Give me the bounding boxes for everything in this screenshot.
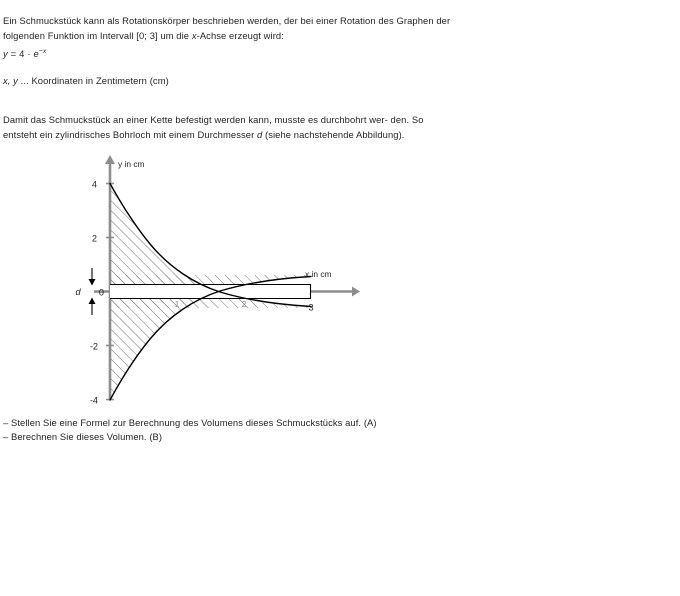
x-axis-arrowhead	[352, 287, 360, 297]
drill-line-1: Damit das Schmuckstück an einer Kette befestigt werden kann, musste es durchbohrt wer-	[3, 114, 388, 126]
y-tick-label-4: 4	[91, 179, 97, 190]
coordinates-note	[3, 75, 169, 86]
function-formula	[3, 48, 46, 59]
intro-line-2-prefix: Graphen der folgenden Funktion im Intervall [0; 3] um die	[3, 15, 451, 41]
drill-variable-d: d	[257, 128, 263, 140]
x-tick-label-1: 1	[174, 300, 180, 309]
drill-line-2-suffix: (siehe nachstehende	[262, 128, 354, 140]
coordinates-variables: x, y	[3, 75, 18, 86]
diameter-arrow-lower-head	[89, 298, 96, 305]
y-tick-label-minus-4: -4	[89, 395, 98, 406]
formula-lhs: y	[3, 48, 8, 59]
drill-line-2-prefix: den. So entsteht ein zylindrisches Bohrloch mit einem Durchmesser	[3, 114, 424, 140]
formula-equals: =	[7, 48, 20, 59]
y-tick-label-2: 2	[91, 233, 97, 244]
rotation-solid-figure	[60, 150, 360, 406]
bore-hole-fill	[110, 285, 311, 299]
intro-line-1: Ein Schmuckstück kann als Rotationskörper beschrieben werden, der bei einer Rotation des	[3, 15, 394, 27]
y-axis-arrowhead	[105, 155, 115, 164]
drill-line-3: Abbildung).	[356, 128, 405, 140]
diameter-label: d	[75, 287, 81, 297]
intro-paragraph	[3, 14, 455, 42]
x-axis-label: x in cm	[305, 269, 332, 279]
intro-variable-x: x	[191, 29, 197, 41]
formula-coefficient: 4	[19, 48, 25, 59]
drill-paragraph	[3, 113, 455, 141]
x-tick-label-3: 3	[308, 302, 314, 313]
task-list	[3, 416, 473, 444]
intro-line-2-suffix: -Achse erzeugt wird:	[196, 29, 284, 41]
y-axis-label: y in cm	[118, 159, 145, 169]
coordinates-description: ... Koordinaten in Zentimetern (cm)	[17, 75, 169, 86]
formula-base-e: e	[33, 48, 39, 59]
diameter-arrow-upper-head	[89, 279, 96, 286]
y-tick-label-minus-2: -2	[89, 341, 98, 352]
formula-exponent: −x	[38, 47, 47, 55]
task-item-b: – Berechnen Sie dieses Volumen. (B)	[3, 431, 163, 443]
figure-svg	[60, 150, 360, 406]
x-tick-label-2: 2	[241, 300, 247, 309]
origin-label: 0	[98, 287, 104, 298]
formula-multiplication-dot: ·	[24, 48, 34, 59]
task-item-a: – Stellen Sie eine Formel zur Berechnung des Volumens dieses Schmuckstücks auf. (A)	[3, 417, 377, 428]
